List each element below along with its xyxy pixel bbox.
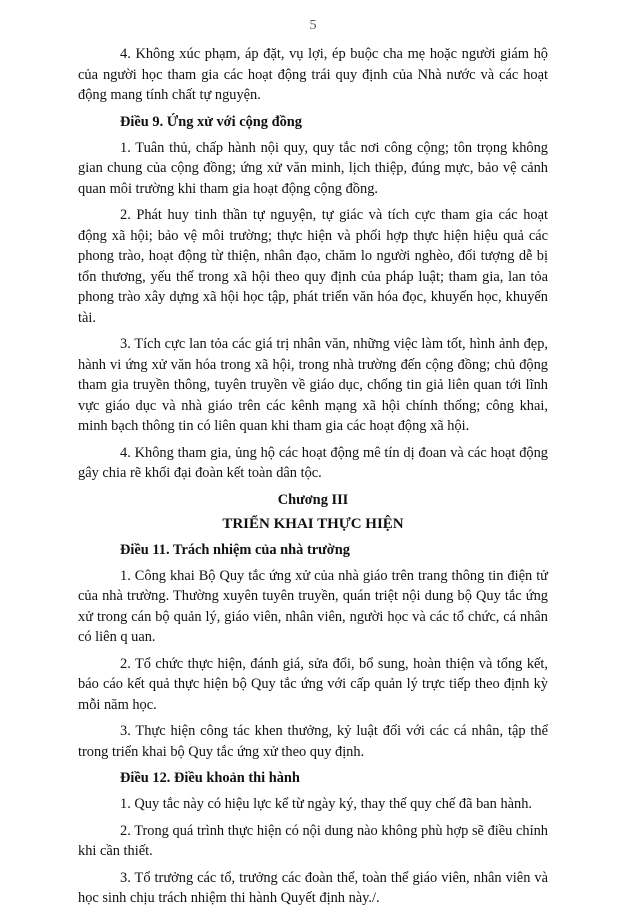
article12-heading: Điều 12. Điều khoản thi hành [120, 770, 300, 786]
article11-heading: Điều 11. Trách nhiệm của nhà trường [120, 541, 350, 558]
article11-item-2: 2. Tổ chức thực hiện, đánh giá, sửa đổi, bổ sung, hoàn thiện và tổng kết, báo cáo kết quả thực hiện bộ Quy tắc ứng với cấp quản lý trực tiếp theo định kỳ mỗi năm học. [78, 655, 548, 713]
article9-item-4: 4. Không tham gia, ủng hộ các hoạt động mê tín dị đoan và các hoạt động gây chia rẽ khối đại đoàn kết toàn dân tộc. [78, 444, 548, 481]
page-number: 5 [309, 18, 317, 33]
article9-item-1: 1. Tuân thủ, chấp hành nội quy, quy tắc nơi công cộng; tôn trọng không gian chung của cộng đồng; ứng xử văn minh, lịch thiệp, đúng mực, bảo vệ cảnh quan môi trường khi tham gia hoạt động cộng đồng. [78, 139, 548, 197]
article9-item-2: 2. Phát huy tinh thần tự nguyện, tự giác và tích cực tham gia các hoạt động xã hội; bảo vệ môi trường; thực hiện và phối hợp thực hiện hiệu quả các phong trào, hoạt động từ thiện, nhân đạo, chăm lo người nghèo, đối tượng dễ bị tổn thương, yếu thế trong xã hội theo quy định của pháp luật; tham gia, lan tỏa phong trào xây dựng xã hội học tập, phát triển văn hóa đọc, khuyến học, khuyến tài. [78, 207, 548, 326]
article12-item-2: 2. Trong quá trình thực hiện có nội dung nào không phù hợp sẽ điều chỉnh khi cần thiết. [78, 822, 548, 859]
article11-item-1: 1. Công khai Bộ Quy tắc ứng xử của nhà giáo trên trang thông tin điện tử của nhà trường. Thường xuyên tuyên truyền, quán triệt nội dung bộ Quy tắc ứng xử trong cán bộ quản lý, giáo viên, nhân viên, người học và các tổ chức, cá nhân có liên q uan. [78, 567, 548, 645]
chapter-label: Chương III [277, 491, 349, 508]
article12-item-3: 3. Tổ trưởng các tổ, trưởng các đoàn thể, toàn thể giáo viên, nhân viên và học sinh chịu trách nhiệm thi hành Quyết định này./. [78, 869, 548, 906]
article12-item-1: 1. Quy tắc này có hiệu lực kể từ ngày ký, thay thế quy chế đã ban hành. [120, 796, 533, 812]
document-body [78, 44, 548, 915]
article9-heading: Điều 9. Ứng xử với cộng đồng [120, 113, 302, 130]
chapter-title: TRIỂN KHAI THỰC HIỆN [222, 515, 404, 532]
article11-item-3: 3. Thực hiện công tác khen thưởng, kỷ luật đối với các cá nhân, tập thể trong triển khai bộ Quy tắc ứng xử theo quy định. [78, 723, 548, 760]
article8-item-4: 4. Không xúc phạm, áp đặt, vụ lợi, ép buộc cha mẹ hoặc người giám hộ của người học tham gia các hoạt động trái quy định của Nhà nước và các hoạt động mang tính chất tự nguyện. [78, 46, 548, 103]
article9-item-3: 3. Tích cực lan tỏa các giá trị nhân văn, những việc làm tốt, hình ảnh đẹp, hành vi ứng xử văn hóa trong xã hội, trong nhà trường đến cộng đồng; chủ động tham gia truyền thông, tuyên truyền về giáo dục, chống tin giả liên quan tới lĩnh vực giáo dục và nhà giáo trên các kênh mạng xã hội chính thống; công khai, minh bạch thông tin có liên quan khi tham gia các hoạt động xã hội. [78, 336, 548, 434]
